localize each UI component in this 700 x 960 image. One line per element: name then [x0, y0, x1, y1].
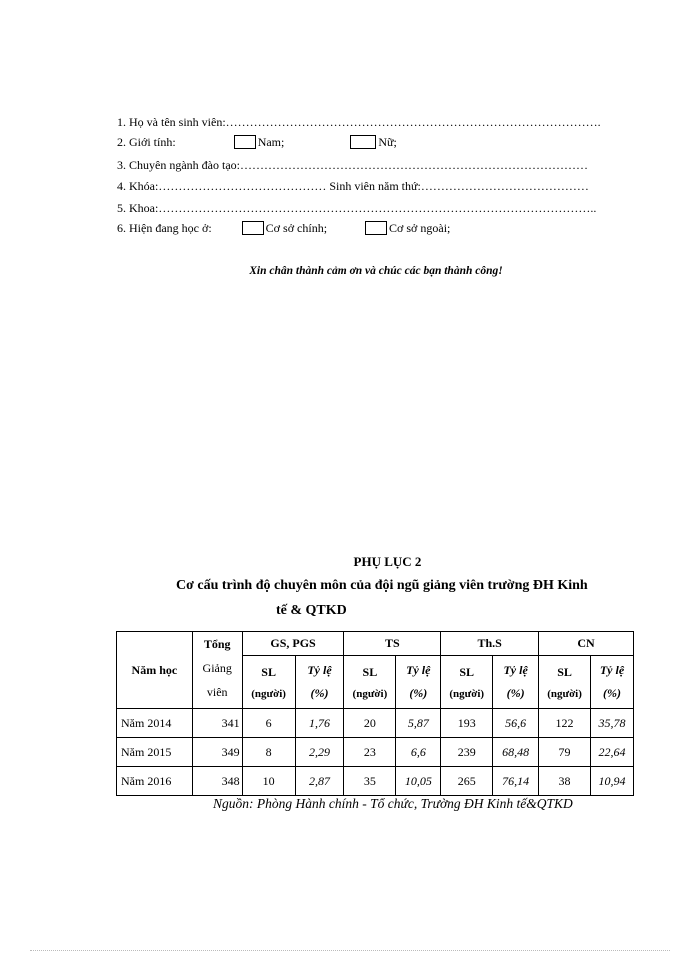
- header-group-cn: CN: [539, 632, 634, 656]
- cell-value: 68,48: [493, 738, 539, 767]
- header-sl: [344, 656, 396, 709]
- checkbox-other-campus[interactable]: [365, 221, 387, 235]
- cell-value: 56,6: [493, 709, 539, 738]
- cell-value: 10,05: [396, 767, 441, 796]
- header-ratio: [295, 656, 344, 709]
- cell-value: 193: [441, 709, 493, 738]
- table-row: [117, 709, 634, 738]
- appendix-subtitle-line2: tế & QTKD: [276, 603, 347, 618]
- staff-qualification-table: [116, 631, 634, 796]
- row-total: 349: [192, 738, 242, 767]
- thanks-message: Xin chân thành cảm ơn và chúc các bạn thành công!: [249, 265, 503, 277]
- ratio-label: Tỷ lệ: [307, 663, 332, 677]
- cell-value: 122: [539, 709, 591, 738]
- cell-value: 35: [344, 767, 396, 796]
- header-ratio: [591, 656, 634, 709]
- sl-label: SL: [261, 664, 276, 679]
- header-sl: [441, 656, 493, 709]
- ratio-unit: (%): [603, 686, 621, 700]
- ratio-label: Tỷ lệ: [599, 663, 625, 677]
- header-total-line2: Giảng: [202, 661, 232, 675]
- gender-label: 2. Giới tính:: [117, 135, 176, 149]
- sl-unit: (người): [251, 687, 286, 700]
- sl-unit: (người): [449, 687, 485, 700]
- appendix-title: PHỤ LỤC 2: [353, 554, 422, 569]
- row-total: 341: [192, 709, 242, 738]
- header-group-ths: Th.S: [441, 632, 539, 656]
- sl-unit: (người): [547, 687, 582, 700]
- ratio-label: Tỷ lệ: [406, 663, 431, 677]
- sl-label: SL: [557, 664, 572, 679]
- table-row: [117, 738, 634, 767]
- checkbox-main-campus[interactable]: [242, 221, 264, 235]
- cell-value: 10,94: [591, 767, 634, 796]
- header-group-gs: GS, PGS: [242, 632, 344, 656]
- cell-value: 6: [242, 709, 295, 738]
- cell-value: 265: [441, 767, 493, 796]
- header-ratio: [396, 656, 441, 709]
- header-ratio: [493, 656, 539, 709]
- table-source-note: Nguồn: Phòng Hành chính - Tổ chức, Trường ĐH Kinh tế&QTKD: [213, 796, 573, 811]
- page-bottom-divider: [30, 950, 670, 951]
- header-year: Năm học: [117, 632, 193, 709]
- checkbox-male[interactable]: [234, 135, 256, 149]
- appendix-subtitle-line1: Cơ cấu trình độ chuyên môn của đội ngũ giảng viên trường ĐH Kinh: [176, 578, 588, 593]
- cell-value: 8: [242, 738, 295, 767]
- cell-value: 35,78: [591, 709, 634, 738]
- ratio-label: Tỷ lệ: [503, 663, 528, 677]
- cell-value: 10: [242, 767, 295, 796]
- cell-value: 1,76: [295, 709, 344, 738]
- row-year: Năm 2015: [117, 738, 193, 767]
- header-total-line1: Tổng: [203, 637, 231, 651]
- cell-value: 76,14: [493, 767, 539, 796]
- cell-value: 2,87: [295, 767, 344, 796]
- header-total: [192, 632, 242, 709]
- cell-value: 79: [539, 738, 591, 767]
- cell-value: 23: [344, 738, 396, 767]
- cell-value: 6,6: [396, 738, 441, 767]
- campus-label: 6. Hiện đang học ở:: [117, 221, 212, 235]
- cell-value: 20: [344, 709, 396, 738]
- header-total-line3: viên: [206, 685, 228, 699]
- cell-value: 2,29: [295, 738, 344, 767]
- question-major: 3. Chuyên ngành đào tạo:……………………………………………………………………………: [117, 158, 588, 172]
- male-label: Nam;: [257, 135, 285, 149]
- sl-label: SL: [459, 664, 475, 679]
- row-year: Năm 2016: [117, 767, 193, 796]
- table-row: [117, 767, 634, 796]
- cell-value: 38: [539, 767, 591, 796]
- question-gender: [117, 135, 397, 149]
- ratio-unit: (%): [409, 686, 428, 700]
- checkbox-female[interactable]: [350, 135, 376, 149]
- row-total: 348: [192, 767, 242, 796]
- question-name: 1. Họ và tên sinh viên:………………………………………………………………………………….: [117, 115, 601, 129]
- header-sl: [242, 656, 295, 709]
- ratio-unit: (%): [506, 686, 525, 700]
- main-campus-label: Cơ sở chính;: [265, 221, 328, 235]
- ratio-unit: (%): [310, 686, 329, 700]
- question-campus: [117, 221, 450, 235]
- header-group-ts: TS: [344, 632, 441, 656]
- cell-value: 5,87: [396, 709, 441, 738]
- cell-value: 239: [441, 738, 493, 767]
- sl-unit: (người): [352, 687, 388, 700]
- cell-value: 22,64: [591, 738, 634, 767]
- female-label: Nữ;: [378, 135, 397, 149]
- header-sl: [539, 656, 591, 709]
- question-faculty: 5. Khoa:………………………………………………………………………………………………..: [117, 201, 597, 215]
- other-campus-label: Cơ sở ngoài;: [389, 221, 451, 235]
- question-course: 4. Khóa:…………………………………… Sinh viên năm thứ:……………………………………: [117, 179, 589, 193]
- row-year: Năm 2014: [117, 709, 193, 738]
- sl-label: SL: [362, 664, 378, 679]
